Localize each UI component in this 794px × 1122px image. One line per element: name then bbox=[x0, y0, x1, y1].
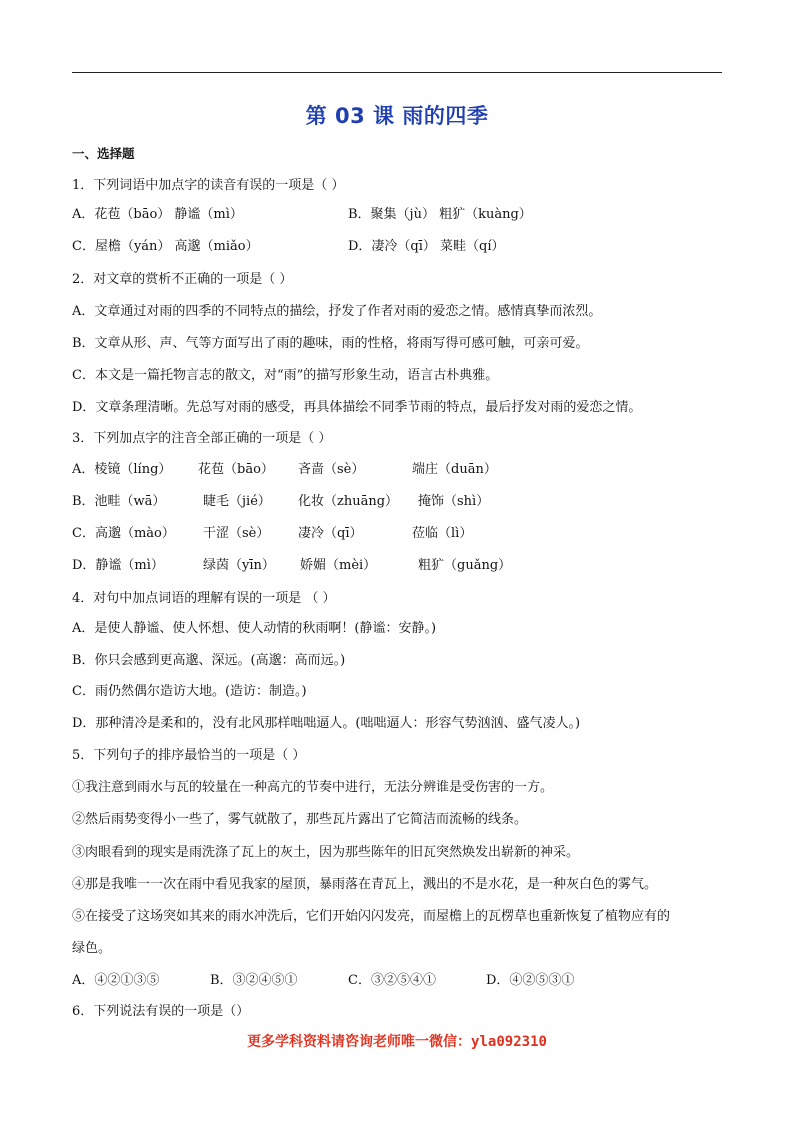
q3-b-3: 化妆（zhuāng） bbox=[298, 494, 399, 509]
q3-a-4: 端庄（duān） bbox=[412, 462, 497, 477]
q2-option-a: A．文章通过对雨的四季的不同特点的描绘，抒发了作者对雨的爱恋之情。感情真挚而浓烈。 bbox=[72, 304, 602, 319]
q5-option-b: B．③②④⑤① bbox=[210, 973, 298, 988]
q3-d-4: 粗犷（guǎng） bbox=[418, 558, 512, 573]
q5-sentence-2: ②然后雨势变得小一些了，雾气就散了，那些瓦片露出了它简洁而流畅的线条。 bbox=[72, 812, 528, 827]
q3-a-2: 花苞（bāo） bbox=[198, 462, 274, 477]
q5-sentence-5: ⑤在接受了这场突如其来的雨水冲洗后，它们开始闪闪发亮，而屋檐上的瓦楞草也重新恢复了植物应有的 bbox=[72, 909, 671, 924]
q4-option-c: C．雨仍然偶尔造访大地。(造访：制造。) bbox=[72, 684, 307, 699]
q3-a-3: 吝啬（sè） bbox=[298, 462, 365, 477]
q3-c-1: C．高邈（mào） bbox=[72, 526, 175, 541]
q3-stem: 3．下列加点字的注音全部正确的一项是（ ） bbox=[72, 431, 332, 446]
q3-d-3: 娇媚（mèi） bbox=[300, 558, 377, 573]
q3-d-2: 绿茵（yīn） bbox=[203, 558, 275, 573]
q3-c-2: 干涩（sè） bbox=[203, 526, 270, 541]
section-heading: 一、选择题 bbox=[72, 146, 135, 161]
q1-stem: 1．下列词语中加点字的读音有误的一项是（ ） bbox=[72, 178, 345, 193]
q2-stem: 2．对文章的赏析不正确的一项是（ ） bbox=[72, 272, 293, 287]
q4-option-d: D．那种清冷是柔和的，没有北风那样咄咄逼人。(咄咄逼人：形容气势汹汹、盛气凌人。) bbox=[72, 716, 581, 731]
q4-option-a: A．是使人静谧、使人怀想、使人动情的秋雨啊！(静谧：安静。) bbox=[72, 621, 437, 636]
q1-option-c: C．屋檐（yán） 高邈（miǎo） bbox=[72, 239, 259, 254]
q3-b-2: 睫毛（jié） bbox=[203, 494, 271, 509]
q1-option-b: B．聚集（jù） 粗犷（kuàng） bbox=[348, 207, 532, 222]
q1-option-a: A．花苞（bāo） 静谧（mì） bbox=[72, 207, 243, 222]
q5-option-a: A．④②①③⑤ bbox=[72, 973, 160, 988]
q2-option-d: D．文章条理清晰。先总写对雨的感受，再具体描绘不同季节雨的特点，最后抒发对雨的爱恋之情。 bbox=[72, 400, 642, 415]
page-title: 第 03 课 雨的四季 bbox=[305, 104, 489, 128]
q3-d-1: D．静谧（mì） bbox=[72, 558, 164, 573]
q3-c-3: 凄冷（qī） bbox=[298, 526, 363, 541]
q4-stem: 4．对句中加点词语的理解有误的一项是 （ ） bbox=[72, 591, 336, 606]
q6-stem: 6．下列说法有误的一项是（） bbox=[72, 1004, 250, 1019]
q2-option-c: C．本文是一篇托物言志的散文，对“雨”的描写形象生动，语言古朴典雅。 bbox=[72, 368, 499, 383]
q4-option-b: B．你只会感到更高邈、深远。(高邈：高而远。) bbox=[72, 653, 346, 668]
q3-c-4: 莅临（lì） bbox=[412, 526, 473, 541]
q5-sentence-5-cont: 绿色。 bbox=[72, 941, 112, 956]
q1-option-d: D．凄冷（qī） 菜畦（qí） bbox=[348, 239, 505, 254]
q3-a-1: A．棱镜（líng） bbox=[72, 462, 172, 477]
q2-option-b: B．文章从形、声、气等方面写出了雨的趣味，雨的性格，将雨写得可感可触，可亲可爱。 bbox=[72, 336, 589, 351]
q5-option-d: D．④②⑤③① bbox=[486, 973, 575, 988]
q3-b-1: B．池畦（wā） bbox=[72, 494, 166, 509]
q5-option-c: C．③②⑤④① bbox=[348, 973, 436, 988]
q5-sentence-3: ③肉眼看到的现实是雨洗涤了瓦上的灰土，因为那些陈年的旧瓦突然焕发出崭新的神采。 bbox=[72, 845, 580, 860]
q3-b-4: 掩饰（shì） bbox=[418, 494, 490, 509]
q5-stem: 5．下列句子的排序最恰当的一项是（ ） bbox=[72, 748, 306, 763]
q5-sentence-1: ①我注意到雨水与瓦的较量在一种高亢的节奏中进行，无法分辨谁是受伤害的一方。 bbox=[72, 780, 554, 795]
footer-contact: 更多学科资料请咨询老师唯一微信：yla092310 bbox=[247, 1034, 547, 1050]
header-rule bbox=[72, 72, 722, 73]
q5-sentence-4: ④那是我唯一一次在雨中看见我家的屋顶，暴雨落在青瓦上，溅出的不是水花，是一种灰白色的雾气。 bbox=[72, 877, 658, 892]
